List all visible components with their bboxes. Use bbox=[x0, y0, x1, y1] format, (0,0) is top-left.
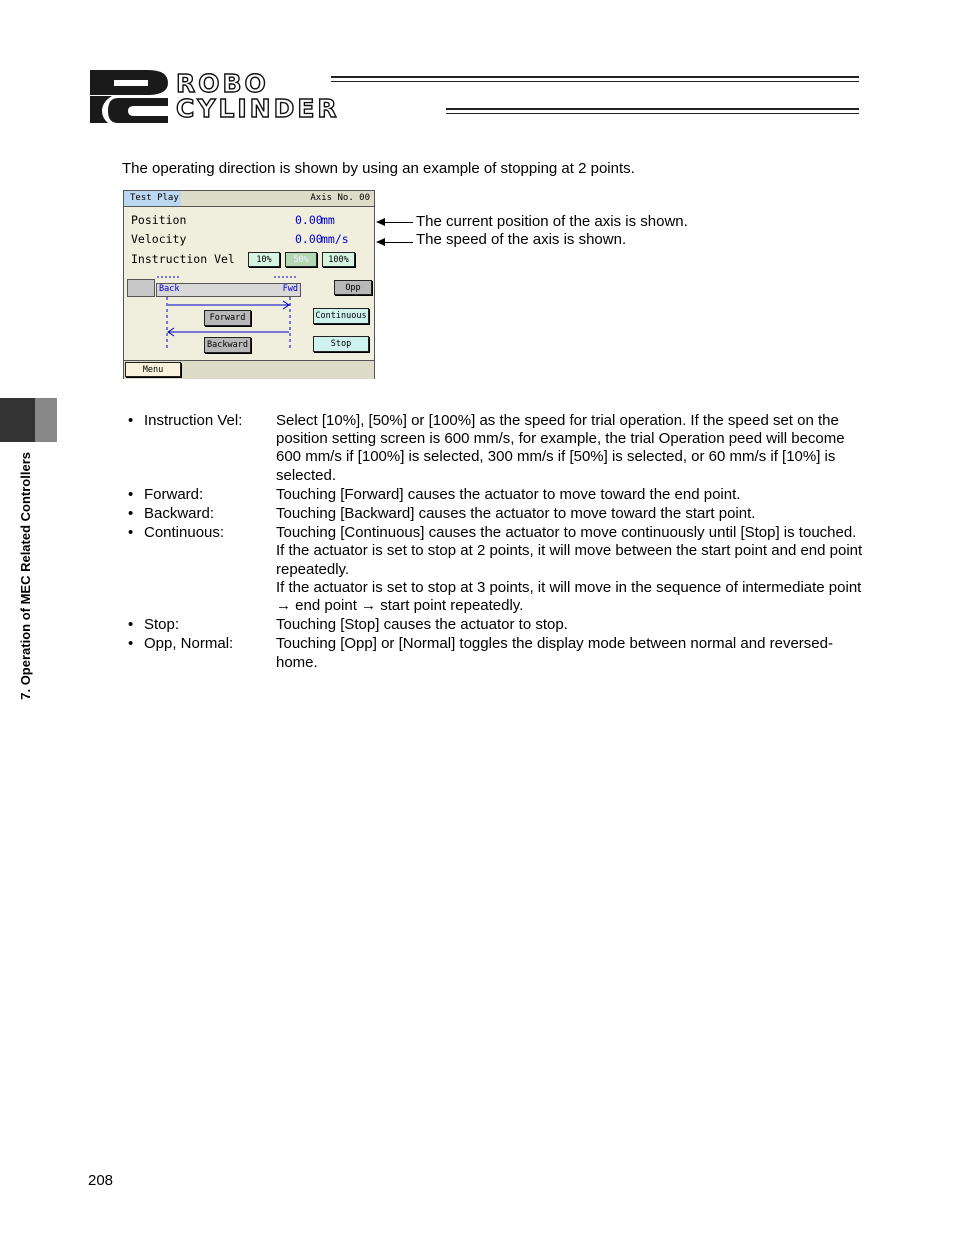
callout-line bbox=[385, 242, 413, 243]
item-desc: Touching [Backward] causes the actuator to move toward the start point. bbox=[276, 505, 756, 523]
fwd-label: Fwd bbox=[282, 284, 298, 294]
item-desc: Select [10%], [50%] or [100%] as the speed for trial operation. If the speed set on the position setting screen is 600 mm/s, for example, the trial Operation peed will become 600 mm/s if [100%] is selected, 300 mm/s if [50%] is selected, or 60 mm/s if [10%] is selected. bbox=[276, 412, 845, 484]
page-number: 208 bbox=[88, 1172, 114, 1189]
position-unit: mm bbox=[321, 213, 335, 227]
vel-100-button[interactable]: 100% bbox=[322, 252, 355, 267]
vel-10-button[interactable]: 10% bbox=[248, 252, 280, 267]
velocity-label: Velocity bbox=[131, 232, 187, 246]
item-desc: Touching [Forward] causes the actuator to move toward the end point. bbox=[276, 485, 741, 503]
list-item bbox=[128, 505, 868, 523]
callout-line bbox=[385, 222, 413, 223]
item-term: Backward: bbox=[144, 505, 215, 523]
header-rule-top-2 bbox=[331, 81, 859, 82]
list-item bbox=[128, 412, 868, 485]
chapter-tab-dark bbox=[0, 398, 35, 442]
bullet: • bbox=[128, 616, 134, 634]
vel-50-button[interactable]: 50% bbox=[285, 252, 317, 267]
backward-button[interactable]: Backward bbox=[204, 337, 251, 353]
bullet: • bbox=[128, 412, 134, 429]
arrow-left-icon bbox=[376, 218, 385, 226]
chapter-tab-gray bbox=[35, 398, 57, 442]
forward-button[interactable]: Forward bbox=[204, 310, 251, 326]
item-desc: Touching [Continuous] causes the actuator to move continuously until [Stop] is touched. bbox=[276, 524, 857, 542]
item-term: Stop: bbox=[144, 616, 180, 634]
callout-position: The current position of the axis is shown. bbox=[416, 213, 688, 230]
item-term: Forward: bbox=[144, 485, 204, 503]
callout-velocity: The speed of the axis is shown. bbox=[416, 231, 627, 248]
intro-text: The operating direction is shown by using an example of stopping at 2 points. bbox=[122, 160, 635, 177]
list-item bbox=[128, 486, 868, 504]
logo-line-robo: ROBO bbox=[176, 69, 269, 98]
velocity-unit: mm/s bbox=[321, 232, 349, 246]
bullet: • bbox=[128, 635, 134, 653]
position-value: 0.00 bbox=[295, 213, 323, 227]
rc-logo-mark bbox=[88, 68, 170, 124]
bullet: • bbox=[128, 505, 134, 523]
description-list bbox=[128, 412, 868, 673]
arrow-left-icon bbox=[376, 238, 385, 246]
chapter-side-label: 7. Operation of MEC Related Controllers bbox=[18, 452, 33, 700]
menu-button[interactable]: Menu bbox=[125, 362, 181, 377]
item-desc: Touching [Stop] causes the actuator to stop. bbox=[276, 616, 568, 634]
item-desc: If the actuator is set to stop at 3 points, it will move in the sequence of intermediate point → end point → start point repeatedly. bbox=[276, 578, 862, 615]
list-item bbox=[128, 524, 868, 615]
back-label: Back bbox=[159, 284, 180, 294]
list-item bbox=[128, 635, 868, 671]
instruction-vel-label: Instruction Vel bbox=[131, 252, 235, 266]
item-term: Instruction Vel: bbox=[144, 412, 243, 429]
bullet: • bbox=[128, 485, 134, 503]
velocity-value: 0.00 bbox=[295, 232, 323, 246]
continuous-button[interactable]: Continuous bbox=[313, 308, 369, 324]
screen-title: Test Play bbox=[124, 191, 181, 206]
header-rule-bottom-1 bbox=[446, 108, 859, 110]
logo-line-cylinder: CYLINDER bbox=[176, 94, 340, 123]
header-rule-top-1 bbox=[331, 76, 859, 78]
item-desc: If the actuator is set to stop at 2 points, it will move between the start point and end point repeatedly. bbox=[276, 542, 863, 578]
item-term: Continuous: bbox=[144, 524, 225, 542]
stop-button[interactable]: Stop bbox=[313, 336, 369, 352]
list-item bbox=[128, 616, 868, 634]
opp-button[interactable]: Opp bbox=[334, 280, 372, 295]
item-desc: Touching [Opp] or [Normal] toggles the display mode between normal and reversed-home. bbox=[276, 635, 833, 671]
item-term: Opp, Normal: bbox=[144, 635, 234, 653]
bullet: • bbox=[128, 524, 134, 542]
test-play-screen bbox=[123, 190, 375, 379]
axis-number: Axis No. 00 bbox=[310, 193, 370, 203]
screen-bottom-bar bbox=[124, 360, 374, 379]
header-rule-bottom-2 bbox=[446, 113, 859, 114]
header-logo bbox=[88, 68, 863, 124]
position-label: Position bbox=[131, 213, 187, 227]
